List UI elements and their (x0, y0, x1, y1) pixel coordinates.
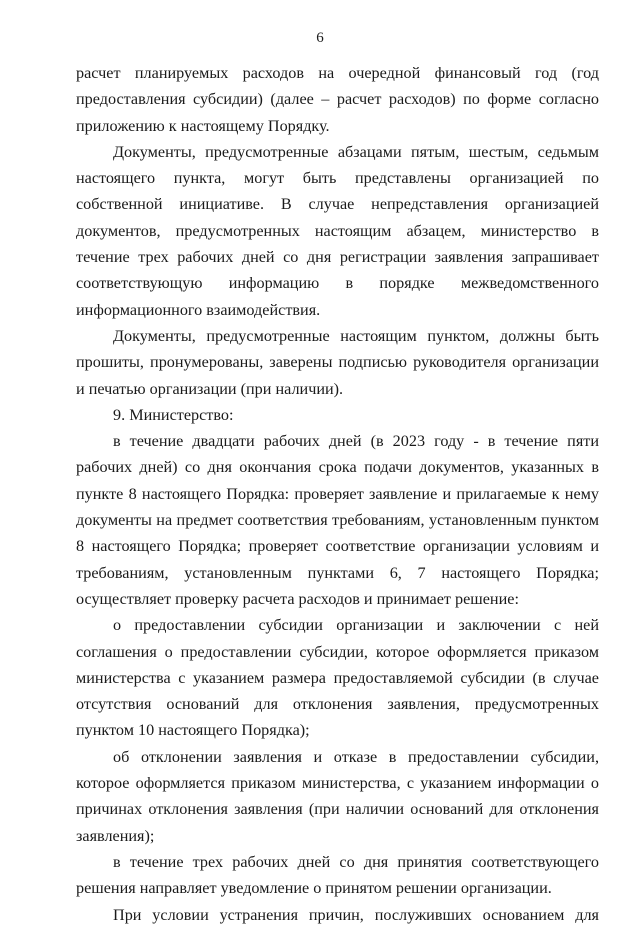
paragraph-decision-reject: об отклонении заявления и отказе в предоставлении субсидии, которое оформляется приказом министерства, с указанием информации о причинах отклонения заявления (при наличии оснований для отклонения заявления); (76, 747, 599, 845)
paragraph-expense-calculation: расчет планируемых расходов на очередной финансовый год (год предоставления субсидии) (далее – расчет расходов) по форме согласно приложению к настоящему Порядку. (76, 64, 599, 135)
paragraph-notification: в течение трех рабочих дней со дня принятия соответствующего решения направляет уведомление о принятом решении организации. (76, 852, 599, 898)
paragraph-decision-grant: о предоставлении субсидии организации и заключении с ней соглашения о предоставлении субсидии, которое оформляется приказом министерства с указанием размера предоставляемой субсидии (в случае отсутствия оснований для отклонения заявления, предусмотренных пунктом 10 настоящего Порядка); (76, 616, 599, 740)
paragraph-ministry-heading: 9. Министерство: (113, 405, 234, 424)
document-body (76, 60, 599, 928)
page-number: 6 (316, 30, 324, 46)
paragraph-review-period: в течение двадцати рабочих дней (в 2023 году - в течение пяти рабочих дней) со дня окончания срока подачи документов, указанных в пункте 8 настоящего Порядка: проверяет заявление и прилагаемые к нему документы на предмет соответствия требованиям, установленным пунктом 8 настоящего Порядка; проверяет соответствие организации условиям и требованиям, установленным пунктами 6, 7 настоящего Порядка; осуществляет проверку расчета расходов и принимает решение: (76, 432, 599, 608)
paragraph-elimination-conditions: При условии устранения причин, послуживших основанием для (113, 905, 599, 924)
paragraph-documents-binding: Документы, предусмотренные настоящим пунктом, должны быть прошиты, пронумерованы, заверены подписью руководителя организации и печатью организации (при наличии). (76, 326, 599, 398)
paragraph-documents-own-initiative: Документы, предусмотренные абзацами пятым, шестым, седьмым настоящего пункта, могут быть представлены организацией по собственной инициативе. В случае непредставления организацией документов, предусмотренных настоящим абзацем, министерство в течение трех рабочих дней со дня регистрации заявления запрашивает соответствующую информацию в порядке межведомственного информационного взаимодействия. (76, 142, 599, 319)
